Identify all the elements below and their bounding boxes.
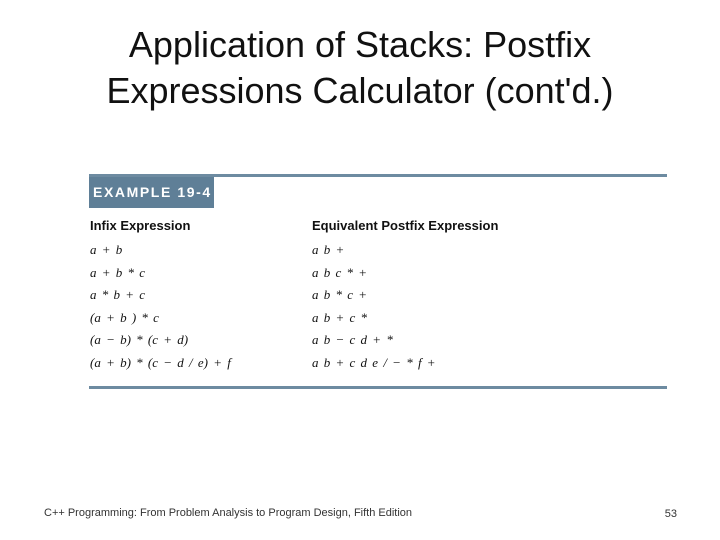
- table-row: [89, 332, 667, 355]
- postfix-expression: a b +: [312, 242, 345, 257]
- infix-expression: (a + b) * (c − d / e) + f: [90, 354, 231, 370]
- infix-expression: a * b + c: [90, 287, 146, 303]
- infix-expression: a + b * c: [90, 264, 146, 280]
- postfix-expression: a b + c d e / − * f +: [312, 354, 436, 370]
- table-row: [89, 265, 667, 288]
- infix-expression: (a + b ) * c: [90, 309, 159, 325]
- postfix-expression: a b − c d + *: [312, 332, 393, 348]
- postfix-expression: a b c * +: [312, 264, 368, 280]
- slide-title: [0, 22, 720, 114]
- table-row: [89, 287, 667, 310]
- example-figure: [89, 174, 667, 390]
- slide-title-line-2: Expressions Calculator (cont'd.): [106, 70, 614, 111]
- postfix-column-header: Equivalent Postfix Expression: [312, 218, 499, 233]
- example-label: EXAMPLE 19-4: [89, 177, 214, 208]
- table-row: [89, 242, 667, 265]
- page-number: 53: [664, 508, 677, 520]
- infix-expression: a + b: [90, 242, 123, 257]
- postfix-expression: a b * c +: [312, 287, 368, 303]
- slide-title-line-1: Application of Stacks: Postfix: [128, 24, 592, 65]
- infix-column-header: Infix Expression: [90, 218, 191, 233]
- postfix-expression: a b + c *: [312, 309, 368, 325]
- infix-expression: (a − b) * (c + d): [90, 332, 189, 348]
- footer-citation: C++ Programming: From Problem Analysis to Program Design, Fifth Edition: [44, 507, 413, 519]
- table-row: [89, 355, 667, 378]
- expression-table: [89, 242, 667, 378]
- table-row: [89, 310, 667, 333]
- bottom-rule-divider: [89, 386, 667, 389]
